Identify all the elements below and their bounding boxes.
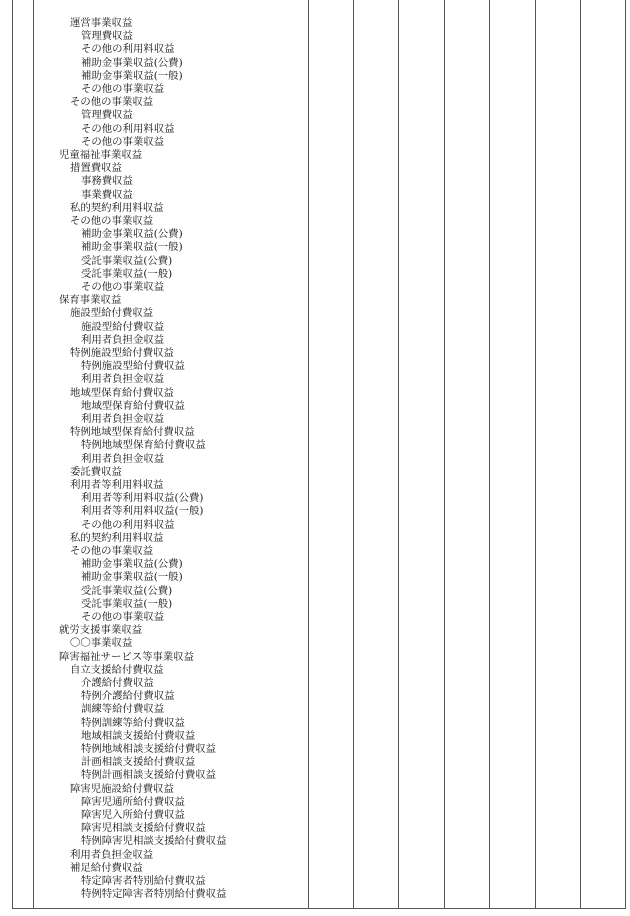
column-border	[353, 0, 354, 908]
account-row: 特例計画相談支援給付費収益	[81, 769, 217, 782]
column-border	[535, 0, 536, 908]
account-row: 計画相談支援給付費収益	[81, 756, 196, 769]
account-row: 利用者等利用料収益(一般)	[81, 505, 204, 518]
account-row: 障害児相談支援給付費収益	[81, 822, 206, 835]
account-row: 補助金事業収益(公費)	[81, 56, 183, 69]
account-row: 補助金事業収益(一般)	[81, 69, 183, 82]
account-row: 特例施設型給付費収益	[70, 347, 174, 359]
account-row: 措置費収益	[70, 162, 122, 175]
account-row: 施設型給付費収益	[70, 307, 154, 320]
account-row: 特例地域型保育給付費収益	[70, 426, 195, 439]
account-row: その他の事業収益	[81, 135, 165, 148]
column-border	[580, 0, 581, 908]
account-row: 就労支援事業収益	[59, 624, 143, 637]
account-row: 利用者負担金収益	[70, 848, 154, 861]
account-row: 管理費収益	[81, 109, 133, 122]
account-row: 特例地域型保育給付費収益	[81, 439, 206, 452]
account-row: 障害児施設給付費収益	[70, 782, 174, 795]
account-row: 私的契約利用料収益	[70, 201, 164, 214]
account-row: 児童福祉事業収益	[59, 149, 143, 161]
account-row: その他の事業収益	[81, 281, 165, 293]
account-row: その他の利用料収益	[81, 43, 175, 56]
account-row: 利用者負担金収益	[81, 452, 165, 465]
account-row: 訓練等給付費収益	[81, 703, 165, 716]
account-row: 委託費収益	[70, 465, 122, 478]
account-row: その他の事業収益	[81, 83, 165, 95]
account-row: その他の事業収益	[81, 611, 165, 623]
account-row: 自立支援給付費収益	[70, 663, 164, 676]
account-row: 運営事業収益	[70, 17, 133, 29]
account-row: 障害福祉サービス等事業収益	[59, 650, 195, 663]
account-row: 障害児通所給付費収益	[81, 795, 185, 808]
account-row: その他の利用料収益	[81, 122, 175, 135]
account-row: 施設型給付費収益	[81, 320, 165, 333]
column-border	[444, 0, 445, 908]
account-row: 補助金事業収益(一般)	[81, 571, 183, 584]
account-row: 受託事業収益(公費)	[81, 254, 173, 267]
account-row: 受託事業収益(一般)	[81, 267, 173, 280]
account-row: 利用者負担金収益	[81, 333, 165, 346]
account-row: 介護給付費収益	[81, 677, 154, 689]
account-row: 特定障害者特別給付費収益	[81, 875, 206, 887]
account-row: 〇〇事業収益	[70, 637, 133, 650]
column-border	[398, 0, 399, 908]
account-row: 事業費収益	[81, 188, 133, 201]
account-row: 障害児入所給付費収益	[81, 809, 185, 821]
account-row: その他の事業収益	[70, 545, 154, 557]
column-border	[308, 0, 309, 908]
account-row: 保育事業収益	[59, 294, 122, 307]
account-row: その他の利用料収益	[81, 518, 175, 531]
account-row: 補助金事業収益(公費)	[81, 228, 183, 241]
account-row: その他の事業収益	[70, 215, 154, 227]
account-row: 地域型保育給付費収益	[70, 386, 174, 399]
account-row: 補助金事業収益(一般)	[81, 241, 183, 254]
account-row: 受託事業収益(公費)	[81, 584, 173, 597]
column-border	[489, 0, 490, 908]
account-row: 特例地域相談支援給付費収益	[81, 743, 217, 755]
account-row: 地域型保育給付費収益	[81, 399, 185, 412]
account-row: 利用者等利用料収益(公費)	[81, 492, 204, 505]
account-row: 補足給付費収益	[70, 861, 143, 874]
account-row: 特例障害児相談支援給付費収益	[81, 835, 227, 848]
account-row: 利用者負担金収益	[81, 413, 165, 425]
table-bottom-border	[12, 908, 626, 909]
column-border	[625, 0, 626, 908]
account-row: 補助金事業収益(公費)	[81, 558, 183, 571]
account-row: 地域相談支援給付費収益	[81, 729, 196, 742]
account-row: その他の事業収益	[70, 96, 154, 109]
account-row: 事務費収益	[81, 175, 133, 188]
account-row: 特例施設型給付費収益	[81, 360, 185, 373]
account-row: 受託事業収益(一般)	[81, 597, 173, 610]
account-row: 管理費収益	[81, 30, 133, 43]
account-row: 私的契約利用料収益	[70, 531, 164, 544]
account-row: 利用者負担金収益	[81, 373, 165, 386]
account-row: 利用者等利用料収益	[70, 479, 164, 491]
account-row: 特例訓練等給付費収益	[81, 716, 185, 729]
account-row: 特例介護給付費収益	[81, 690, 175, 703]
account-row: 特例特定障害者特別給付費収益	[81, 888, 227, 901]
